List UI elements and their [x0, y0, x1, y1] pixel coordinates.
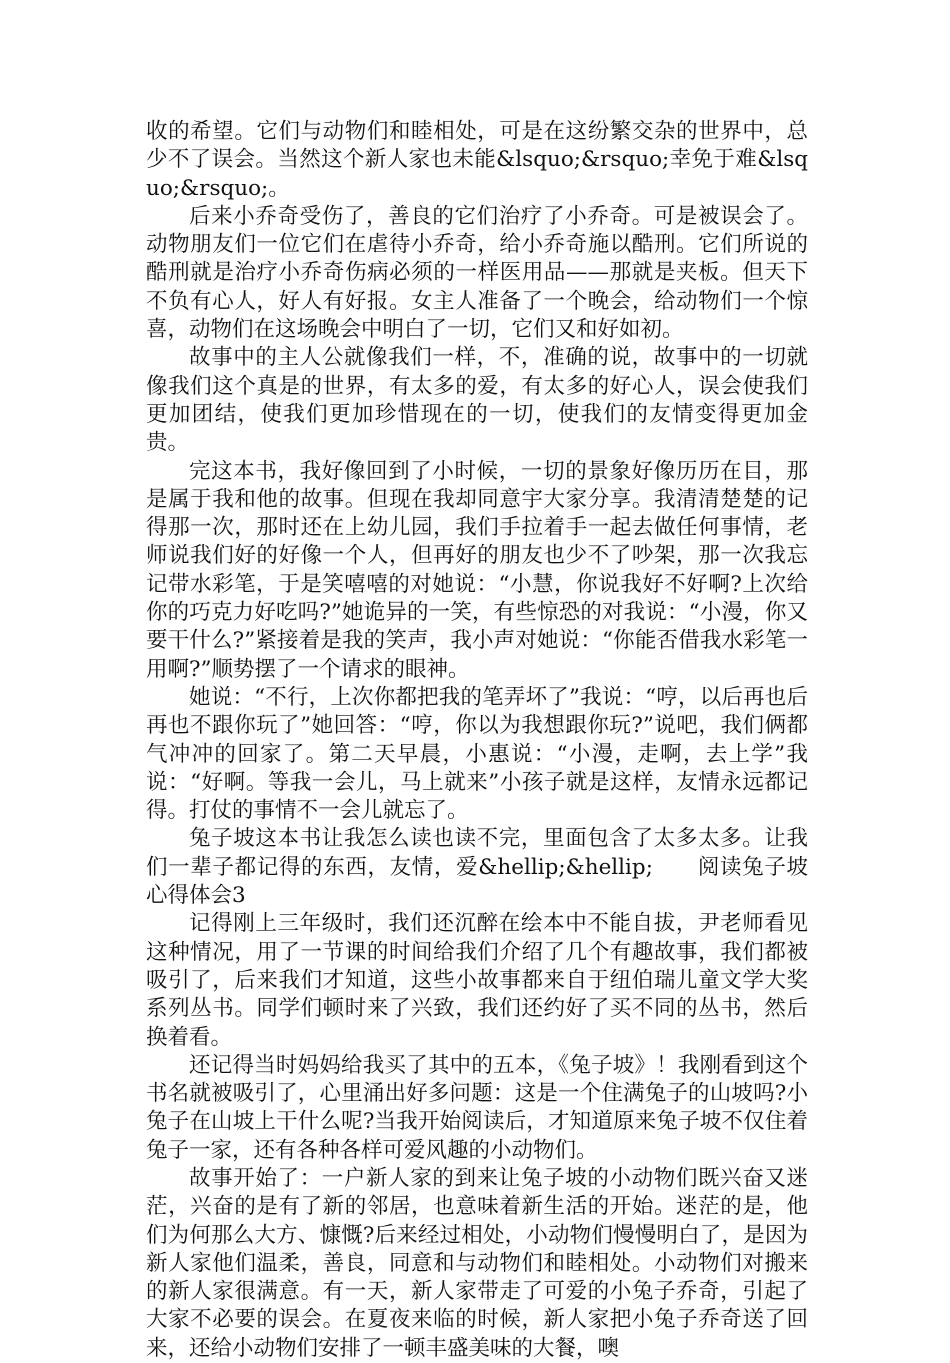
paragraph-3: 故事中的主人公就像我们一样，不，准确的说，故事中的一切就像我们这个真是的世界，有太多的爱，有太多的好心人，误会使我们更加团结，使我们更加珍惜现在的一切，使我们的友情变得更加金贵。	[146, 345, 808, 456]
paragraph-7: 记得刚上三年级时，我们还沉醉在绘本中不能自拔，尹老师看见这种情况，用了一节课的时间给我们介绍了几个有趣故事，我们都被吸引了，后来我们才知道，这些小故事都来自于纽伯瑞儿童文学大奖系列丛书。同学们顿时来了兴致，我们还约好了买不同的丛书，然后换着看。	[146, 911, 808, 1050]
paragraph-8: 还记得当时妈妈给我买了其中的五本，《兔子坡》！我刚看到这个书名就被吸引了，心里涌出好多问题：这是一个住满兔子的山坡吗?小兔子在山坡上干什么呢?当我开始阅读后，才知道原来兔子坡不仅住着兔子一家，还有各种各样可爱风趣的小动物们。	[146, 1052, 808, 1163]
paragraph-1: 收的希望。它们与动物们和睦相处，可是在这纷繁交杂的世界中，总少不了误会。当然这个新人家也未能&lsquo;&rsquo;幸免于难&lsquo;&rsquo;。	[146, 119, 808, 201]
paragraph-6: 兔子坡这本书让我怎么读也读不完，里面包含了太多太多。让我们一辈子都记得的东西，友情，爱&hellip;&hellip; 阅读兔子坡心得体会3	[146, 826, 808, 909]
document-body	[146, 118, 808, 1363]
paragraph-4: 完这本书，我好像回到了小时候，一切的景象好像历历在目，那是属于我和他的故事。但现在我却同意宇大家分享。我清清楚楚的记得那一次，那时还在上幼儿园，我们手拉着手一起去做任何事情，老师说我们好的好像一个人，但再好的朋友也少不了吵架，那一次我忘记带水彩笔，于是笑嘻嘻的对她说：“小慧，你说我好不好啊?上次给你的巧克力好吃吗?”她诡异的一笑，有些惊恐的对我说：“小漫，你又要干什么?”紧接着是我的笑声，我小声对她说：“你能否借我水彩笔一用啊?”顺势摆了一个请求的眼神。	[146, 458, 808, 682]
paragraph-5: 她说：“不行，上次你都把我的笔弄坏了”我说：“哼，以后再也后再也不跟你玩了”她回答：“哼，你以为我想跟你玩?”说吧，我们俩都气冲冲的回家了。第二天早晨，小惠说：“小漫，走啊，去上学”我说：“好啊。等我一会儿，马上就来”小孩子就是这样，友情永远都记得。打仗的事情不一会儿就忘了。	[146, 684, 808, 824]
paragraph-9: 故事开始了：一户新人家的到来让兔子坡的小动物们既兴奋又迷茫，兴奋的是有了新的邻居，也意味着新生活的开始。迷茫的是，他们为何那么大方、慷慨?后来经过相处，小动物们慢慢明白了，是因为新人家他们温柔，善良，同意和与动物们和睦相处。小动物们对搬来的新人家很满意。有一天，新人家带走了可爱的小兔子乔奇，引起了大家不必要的误会。在夏夜来临的时候，新人家把小兔子乔奇送了回来，还给小动物们安排了一顿丰盛美味的大餐，噢	[146, 1165, 808, 1361]
paragraph-2: 后来小乔奇受伤了，善良的它们治疗了小乔奇。可是被误会了。动物朋友们一位它们在虐待小乔奇，给小乔奇施以酷刑。它们所说的酷刑就是治疗小乔奇伤病必须的一样医用品——那就是夹板。但天下不负有心人，好人有好报。女主人准备了一个晚会，给动物们一个惊喜，动物们在这场晚会中明白了一切，它们又和好如初。	[146, 203, 808, 343]
